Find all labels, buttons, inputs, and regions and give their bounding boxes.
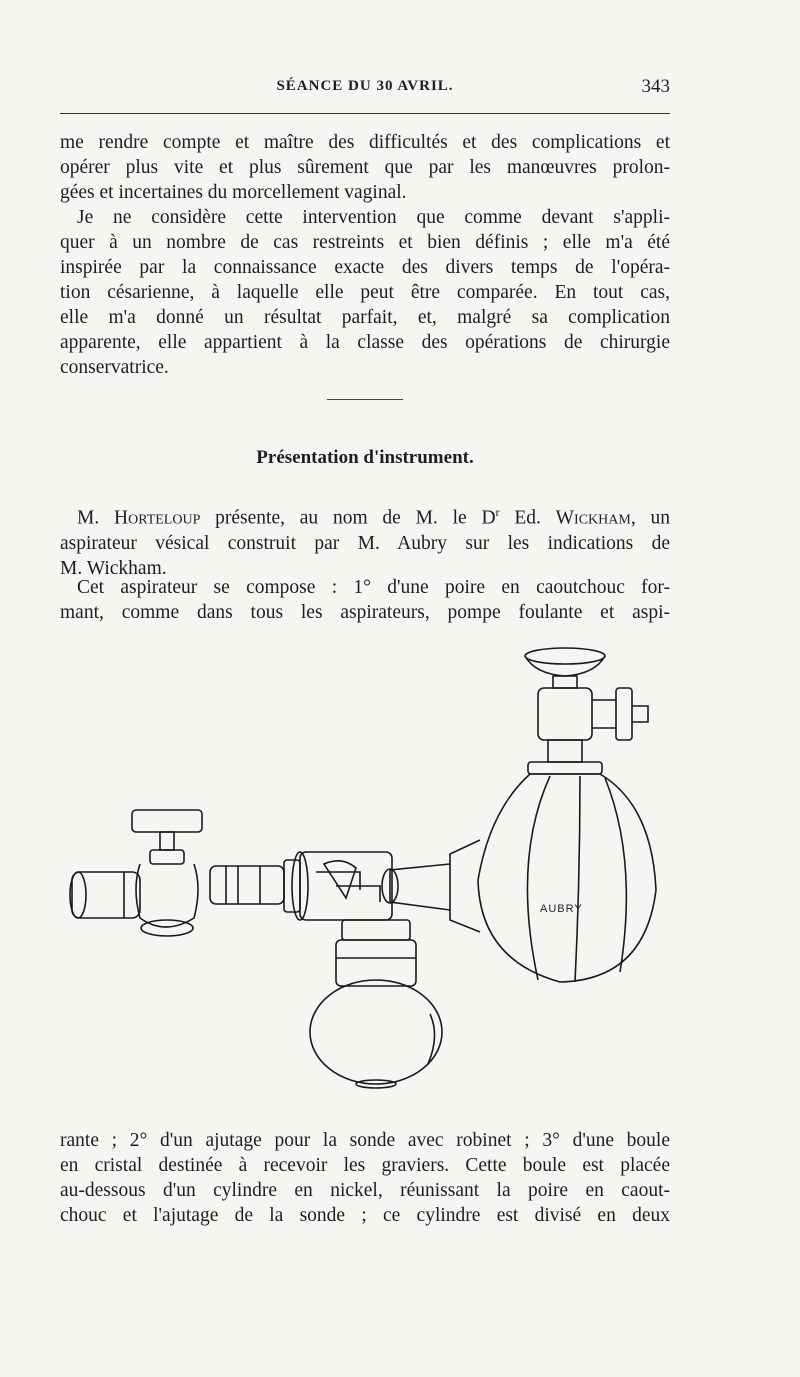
text-line: tion césarienne, à laquelle elle peut être comparée. En tout cas, <box>60 282 670 303</box>
text-line: opérer plus vite et plus sûrement que par les manœuvres prolon- <box>60 157 670 178</box>
aspirator-illustration <box>60 640 670 1100</box>
paragraph-1 <box>60 130 670 205</box>
running-head <box>60 78 670 104</box>
text-line: mant, comme dans tous les aspirateurs, pompe foulante et aspi- <box>60 602 670 623</box>
text-line: quer à un nombre de cas restreints et bien définis ; elle m'a été <box>60 232 670 253</box>
text-line: chouc et l'ajutage de la sonde ; ce cylindre est divisé en deux <box>60 1205 670 1226</box>
text-line: M. Horteloup présente, au nom de M. le $D^r$ Ed. Wickham, un <box>77 505 671 529</box>
paragraph-5 <box>60 1128 670 1228</box>
header-rule <box>60 113 670 114</box>
section-separator <box>327 399 403 400</box>
paragraph-3 <box>60 500 670 581</box>
text-line: M. Wickham. <box>60 557 167 579</box>
page-number: 343 <box>641 76 670 97</box>
section-title: Présentation d'instrument. <box>256 447 474 468</box>
running-title: SÉANCE DU 30 AVRIL. <box>276 78 454 94</box>
text-line: gées et incertaines du morcellement vaginal. <box>60 182 407 203</box>
text-line: apparente, elle appartient à la classe des opérations de chirurgie <box>60 332 670 353</box>
author-name: Wickham <box>555 507 631 529</box>
text-line: Je ne considère cette intervention que comme devant s'appli- <box>77 207 670 228</box>
text-line: me rendre compte et maître des difficultés et des complications et <box>60 132 670 153</box>
aspirator-drawing <box>60 640 670 1100</box>
text-line: conservatrice. <box>60 357 169 378</box>
paragraph-4 <box>60 575 670 625</box>
author-name: Horteloup <box>114 507 201 529</box>
text-line: Cet aspirateur se compose : 1° d'une poire en caoutchouc for- <box>77 577 670 598</box>
text-line: elle m'a donné un résultat parfait, et, malgré sa complication <box>60 307 670 328</box>
text-line: en cristal destinée à recevoir les graviers. Cette boule est placée <box>60 1155 670 1176</box>
paragraph-2 <box>60 205 670 380</box>
text-line: inspirée par la connaissance exacte des divers temps de l'opéra- <box>60 257 670 278</box>
text-line: au-dessous d'un cylindre en nickel, réunissant la poire en caout- <box>60 1180 670 1201</box>
maker-label: AUBRY <box>540 903 583 915</box>
text-line: aspirateur vésical construit par M. Aubry sur les indications de <box>60 532 670 554</box>
text-line: rante ; 2° d'un ajutage pour la sonde avec robinet ; 3° d'une boule <box>60 1130 670 1151</box>
